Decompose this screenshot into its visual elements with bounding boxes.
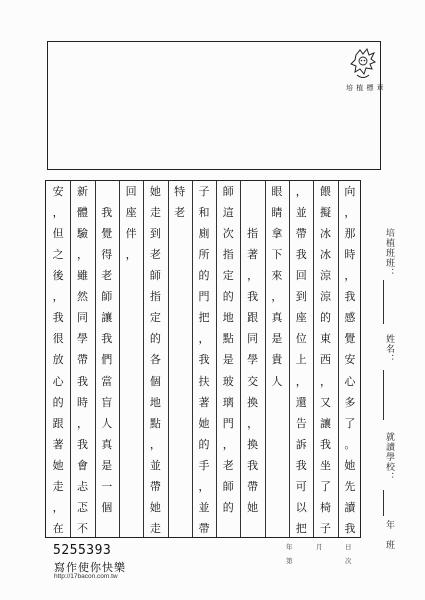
brand-url: http://17bacon.com.tw [54,573,118,580]
grid-cell: 的 [198,269,210,283]
grid-cell: 很 [52,332,64,346]
grid-cell: 帶 [295,227,307,241]
grid-cell: 老 [149,248,161,262]
grid-cell: 點 [222,332,234,346]
grid-cell: 特 [174,185,186,199]
paper-code: 5255393 [53,543,112,558]
grid-cell: 人 [271,374,283,388]
grid-cell: 門 [222,416,234,430]
grid-cell: 所 [198,248,210,262]
grid-cell: ， [271,290,283,304]
grid-column [240,181,264,537]
grid-cell: 我 [198,353,210,367]
grid-cell: 走 [149,521,161,535]
grid-cell: 覺 [344,332,356,346]
column-divider [289,181,290,537]
grid-cell: 這 [222,206,234,220]
grid-cell: 我 [52,311,64,325]
grid-column [265,181,289,537]
grid-cell: 多 [344,395,356,409]
school-line [383,490,384,516]
column-divider [338,181,339,537]
column-divider [143,181,144,537]
grid-cell: 老 [174,206,186,220]
grid-cell: 師 [149,269,161,283]
grid-cell: ， [52,206,64,220]
grid-cell: 們 [101,353,113,367]
grid-cell: 冰 [320,248,332,262]
grid-cell: 得 [101,248,113,262]
grid-column [313,181,337,537]
grid-cell: 時 [344,248,356,262]
grid-cell: 上 [295,353,307,367]
grid-cell: 帶 [247,479,259,493]
grid-cell: 我 [320,437,332,451]
grid-cell: 帶 [198,521,210,535]
grid-cell: 到 [149,227,161,241]
grid-cell: 忐 [76,479,88,493]
grid-cell: 一 [101,479,113,493]
grid-cell: 告 [295,416,307,430]
grid-cell: 是 [222,353,234,367]
grid-cell: 師 [101,290,113,304]
grid-cell: 擬 [320,206,332,220]
grid-cell: 先 [344,479,356,493]
grid-cell: 我 [247,458,259,472]
grid-cell: 同 [76,311,88,325]
grid-cell: 走 [149,206,161,220]
grid-cell: 新 [76,185,88,199]
grid-cell: 地 [222,311,234,325]
grid-cell: 和 [198,206,210,220]
grid-cell: ， [76,416,88,430]
grid-cell: 同 [247,332,259,346]
grid-cell: 指 [247,227,259,241]
grid-cell: 子 [198,185,210,199]
grid-cell: 睛 [271,206,283,220]
writing-grid [45,180,361,538]
grid-cell: 來 [271,269,283,283]
grid-cell: 椅 [320,500,332,514]
column-divider [216,181,217,537]
grid-cell: 安 [52,185,64,199]
grid-cell: 忑 [76,500,88,514]
grid-cell: 放 [52,353,64,367]
grid-cell: 手 [198,458,210,472]
grid-column [70,181,94,537]
grid-cell: ， [295,374,307,388]
grid-cell: 了 [344,416,356,430]
grid-column [119,181,143,537]
grid-cell: 璃 [222,395,234,409]
grid-cell: 的 [52,395,64,409]
grid-cell: 子 [320,521,332,535]
grade-label: 年 班 [384,520,394,550]
grid-cell: 那 [344,227,356,241]
grid-cell: 廁 [198,227,210,241]
grid-cell: 下 [271,248,283,262]
grid-cell: 伴 [125,227,137,241]
mascot-stamp-icon [348,47,378,81]
name-label: 姓名： [384,334,394,364]
grid-cell: 把 [198,311,210,325]
year-label: 年 [286,543,293,551]
grid-cell: ， [125,248,137,262]
grid-column [95,181,119,537]
grid-cell: 訴 [295,437,307,451]
grid-cell: 涼 [320,269,332,283]
grid-cell: 老 [101,269,113,283]
column-divider [265,181,266,537]
grid-cell: 回 [295,269,307,283]
grid-cell: 我 [101,206,113,220]
stamp-label: 培 植 標 章 [346,84,385,92]
grid-cell: 帶 [76,353,88,367]
grid-cell: ， [76,248,88,262]
grid-cell: 讓 [101,311,113,325]
grid-cell: 東 [320,332,332,346]
grid-cell: 會 [76,458,88,472]
grid-cell: 人 [101,416,113,430]
grid-cell: 體 [76,206,88,220]
grid-cell: ， [320,374,332,388]
grid-cell: 雖 [76,269,88,283]
column-divider [192,181,193,537]
grid-column [338,181,362,537]
grid-cell: ， [198,332,210,346]
grid-cell: 門 [198,290,210,304]
grid-column [192,181,216,537]
grid-cell: ， [222,437,234,451]
grid-cell: 是 [271,332,283,346]
grid-cell: 座 [295,311,307,325]
grid-cell: 我 [76,437,88,451]
grid-cell: 她 [247,500,259,514]
grid-cell: ， [344,269,356,283]
grid-cell: 玻 [222,374,234,388]
grid-cell: 跟 [247,311,259,325]
grid-cell: ， [247,416,259,430]
grid-cell: 心 [344,374,356,388]
grid-cell: 在 [52,521,64,535]
grid-column [143,181,167,537]
column-divider [95,181,96,537]
grid-cell: 並 [295,206,307,220]
grid-cell: 向 [344,185,356,199]
grid-cell: ， [247,269,259,283]
grid-cell: 心 [52,374,64,388]
grid-cell: ， [149,437,161,451]
grid-cell: 地 [149,395,161,409]
grid-column [289,181,313,537]
brand-slogan: 寫作使你快樂 [54,561,126,574]
grid-cell: 換 [247,437,259,451]
grid-cell: 她 [52,458,64,472]
grid-cell: 又 [320,395,332,409]
grid-cell: 交 [247,374,259,388]
grid-cell: 到 [295,290,307,304]
column-divider [70,181,71,537]
grid-cell: ， [52,500,64,514]
grid-cell: 西 [320,353,332,367]
grid-cell: 的 [149,332,161,346]
grid-cell: ， [295,185,307,199]
grid-cell: 老 [222,458,234,472]
grid-cell: 把 [295,521,307,535]
day-label: 日 [345,543,352,551]
grid-cell: ， [198,479,210,493]
grid-cell: 我 [101,332,113,346]
grid-cell: 的 [222,500,234,514]
grid-cell: 師 [222,185,234,199]
grid-cell: 盲 [101,395,113,409]
grid-cell: 還 [295,395,307,409]
grid-cell: 。 [344,437,356,451]
grid-cell: 坐 [320,458,332,472]
grid-cell: 她 [198,416,210,430]
grid-cell: 我 [247,290,259,304]
grid-cell: 後 [52,269,64,283]
grid-cell: 驗 [76,227,88,241]
name-line [383,370,384,420]
grid-cell: 了 [320,479,332,493]
grid-cell: 我 [344,290,356,304]
stamp-box [47,41,381,170]
grid-cell: 以 [295,500,307,514]
grid-cell: 餵 [320,185,332,199]
grid-cell: 拿 [271,227,283,241]
grid-cell: 之 [52,248,64,262]
grid-cell: 眼 [271,185,283,199]
grid-cell: 她 [149,500,161,514]
grid-cell: ， [344,206,356,220]
grid-cell: 並 [149,458,161,472]
grid-cell: 扶 [198,374,210,388]
grid-cell: 點 [149,416,161,430]
times-label: 次 [345,557,352,565]
grid-cell: 感 [344,311,356,325]
grid-cell: 定 [149,311,161,325]
page-label: 第 [286,557,293,565]
grid-cell: 座 [125,206,137,220]
grid-cell: 著 [198,395,210,409]
grid-cell: 個 [149,374,161,388]
column-divider [240,181,241,537]
grid-cell: 各 [149,353,161,367]
grid-cell: 貴 [271,353,283,367]
grid-cell: 著 [52,437,64,451]
grid-cell: 位 [295,332,307,346]
grid-cell: 帶 [149,479,161,493]
grid-cell: 讀 [344,500,356,514]
grid-cell: 安 [344,353,356,367]
grid-cell: 跟 [52,416,64,430]
grid-cell: 指 [222,248,234,262]
grid-cell: 我 [76,374,88,388]
grid-cell: 她 [149,185,161,199]
column-divider [313,181,314,537]
grid-cell: 真 [101,437,113,451]
month-label: 月 [316,543,323,551]
grid-cell: 學 [247,353,259,367]
column-divider [168,181,169,537]
grid-cell: 是 [101,458,113,472]
grid-cell: 冰 [320,227,332,241]
grid-cell: 時 [76,395,88,409]
grid-column [216,181,240,537]
grid-cell: 她 [344,458,356,472]
grid-cell: 走 [52,479,64,493]
column-divider [119,181,120,537]
grid-cell: 回 [125,185,137,199]
grid-cell: 換 [247,395,259,409]
grid-cell: 次 [222,227,234,241]
grid-cell: 著 [247,248,259,262]
grid-cell: 學 [76,332,88,346]
grid-column [168,181,192,537]
school-label: 就讀學校： [384,432,394,482]
grid-cell: 指 [149,290,161,304]
grid-cell: 然 [76,290,88,304]
grid-cell: 的 [198,437,210,451]
class-label: 培植班班： [384,228,394,278]
grid-cell: 我 [344,521,356,535]
grid-cell: 但 [52,227,64,241]
grid-cell: 的 [320,311,332,325]
grid-cell: 不 [76,521,88,535]
grid-cell: 我 [295,458,307,472]
grid-cell: 當 [101,374,113,388]
grid-column [46,181,70,537]
grid-cell: 師 [222,479,234,493]
grid-cell: 覺 [101,227,113,241]
grid-cell: 的 [222,290,234,304]
grid-cell: 涼 [320,290,332,304]
grid-cell: ， [52,290,64,304]
grid-cell: 真 [271,311,283,325]
grid-cell: 個 [101,500,113,514]
grid-cell: 我 [295,248,307,262]
grid-cell: 並 [198,500,210,514]
grid-cell: 讓 [320,416,332,430]
grid-cell: 定 [222,269,234,283]
class-line [383,280,384,324]
grid-cell: 可 [295,479,307,493]
